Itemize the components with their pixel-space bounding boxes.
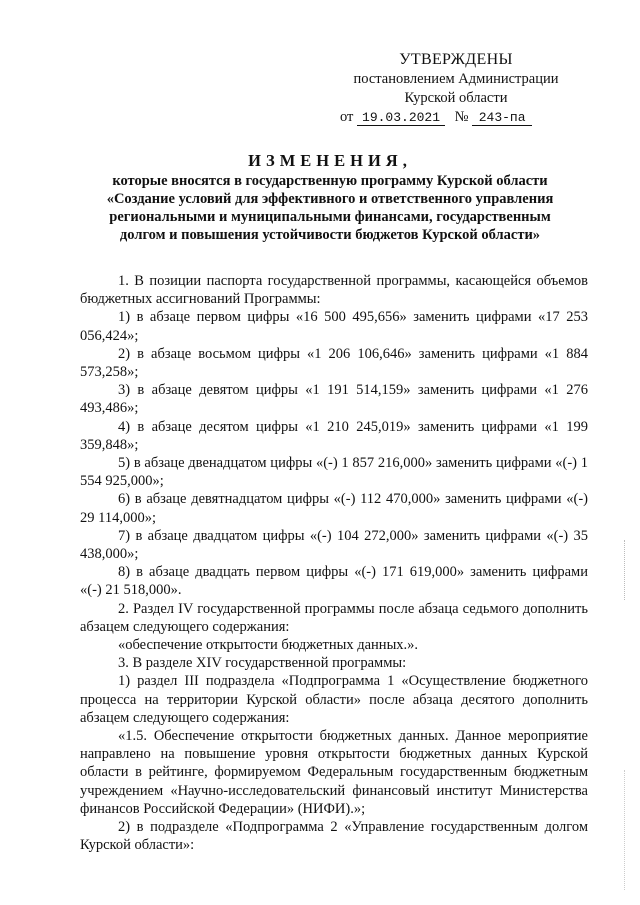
paragraph-1-6: 6) в абзаце девятнадцатом цифры «(-) 112 470,000» заменить цифрами «(-) 29 114,000»; [80,491,588,526]
approval-date: 19.03.2021 [357,110,445,126]
title-main: ИЗМЕНЕНИЯ, [248,151,412,170]
approval-block [340,50,572,127]
paragraph-1-2: 2) в абзаце восьмом цифры «1 206 106,646» заменить цифрами «1 884 573,258»; [80,345,588,381]
paragraph-3-1: 1) раздел III подраздела «Подпрограмма 1 «Осуществление бюджетного процесса на территории Курской области» после абзаца десятого дополнить абзацем следующего содержания: [80,673,588,726]
title-line-4: долгом и повышения устойчивости бюджетов Курской области» [119,227,541,243]
paragraph-1-3: 3) в абзаце девятом цифры «1 191 514,159» заменить цифрами «1 276 493,486»; [80,382,588,417]
paragraph-3-2: 2) в подразделе «Подпрограмма 2 «Управление государственным долгом Курской области»: [80,819,588,854]
scan-margin-mark [624,540,628,600]
title-line-3: региональными и муниципальными финансами, государственным [109,209,551,225]
approval-line-1: постановлением Администрации [353,71,559,87]
scan-margin-mark-lower [624,770,628,890]
paragraph-2-quote: «обеспечение открытости бюджетных данных.». [118,637,419,654]
approval-heading: УТВЕРЖДЕНЫ [399,51,513,68]
approval-date-line [340,108,572,127]
title-line-1: которые вносятся в государственную программу Курской области [112,173,548,189]
paragraph-1-7: 7) в абзаце двадцатом цифры «(-) 104 272,000» заменить цифрами «(-) 35 438,000»; [80,527,588,563]
paragraph-1-1: 1) в абзаце первом цифры «16 500 495,656» заменить цифрами «17 253 056,424»; [80,309,588,344]
approval-number: 243-па [472,110,532,126]
paragraph-2: 2. Раздел IV государственной программы после абзаца седьмого дополнить абзацем следующего содержания: [80,600,588,635]
document-body [80,272,588,855]
number-prefix: № [454,109,469,125]
document-title [70,152,590,244]
paragraph-1-8: 8) в абзаце двадцать первом цифры «(-) 171 619,000» заменить цифрами «(-) 21 518,000». [80,564,588,599]
title-line-2: «Создание условий для эффективного и ответственного управления [106,191,554,207]
date-prefix: от [340,109,354,125]
paragraph-3-1-quote: «1.5. Обеспечение открытости бюджетных данных. Данное мероприятие направлено на повышение уровня открытости бюджетных данных Курской области в рейтинге, формируемом Федеральным государственным бюджетным учреждением «Научно-исследовательский финансовый институт Министерства финансов Российской Федерации» (НИФИ).»; [80,728,588,817]
approval-line-2: Курской области [404,90,508,106]
paragraph-1: 1. В позиции паспорта государственной программы, касающейся объемов бюджетных ассигнований Программы: [80,273,588,308]
paragraph-3: 3. В разделе XIV государственной программы: [118,655,407,672]
paragraph-1-5: 5) в абзаце двенадцатом цифры «(-) 1 857 216,000» заменить цифрами «(-) 1 554 925,000»; [80,455,588,490]
paragraph-1-4: 4) в абзаце десятом цифры «1 210 245,019» заменить цифрами «1 199 359,848»; [80,418,588,453]
